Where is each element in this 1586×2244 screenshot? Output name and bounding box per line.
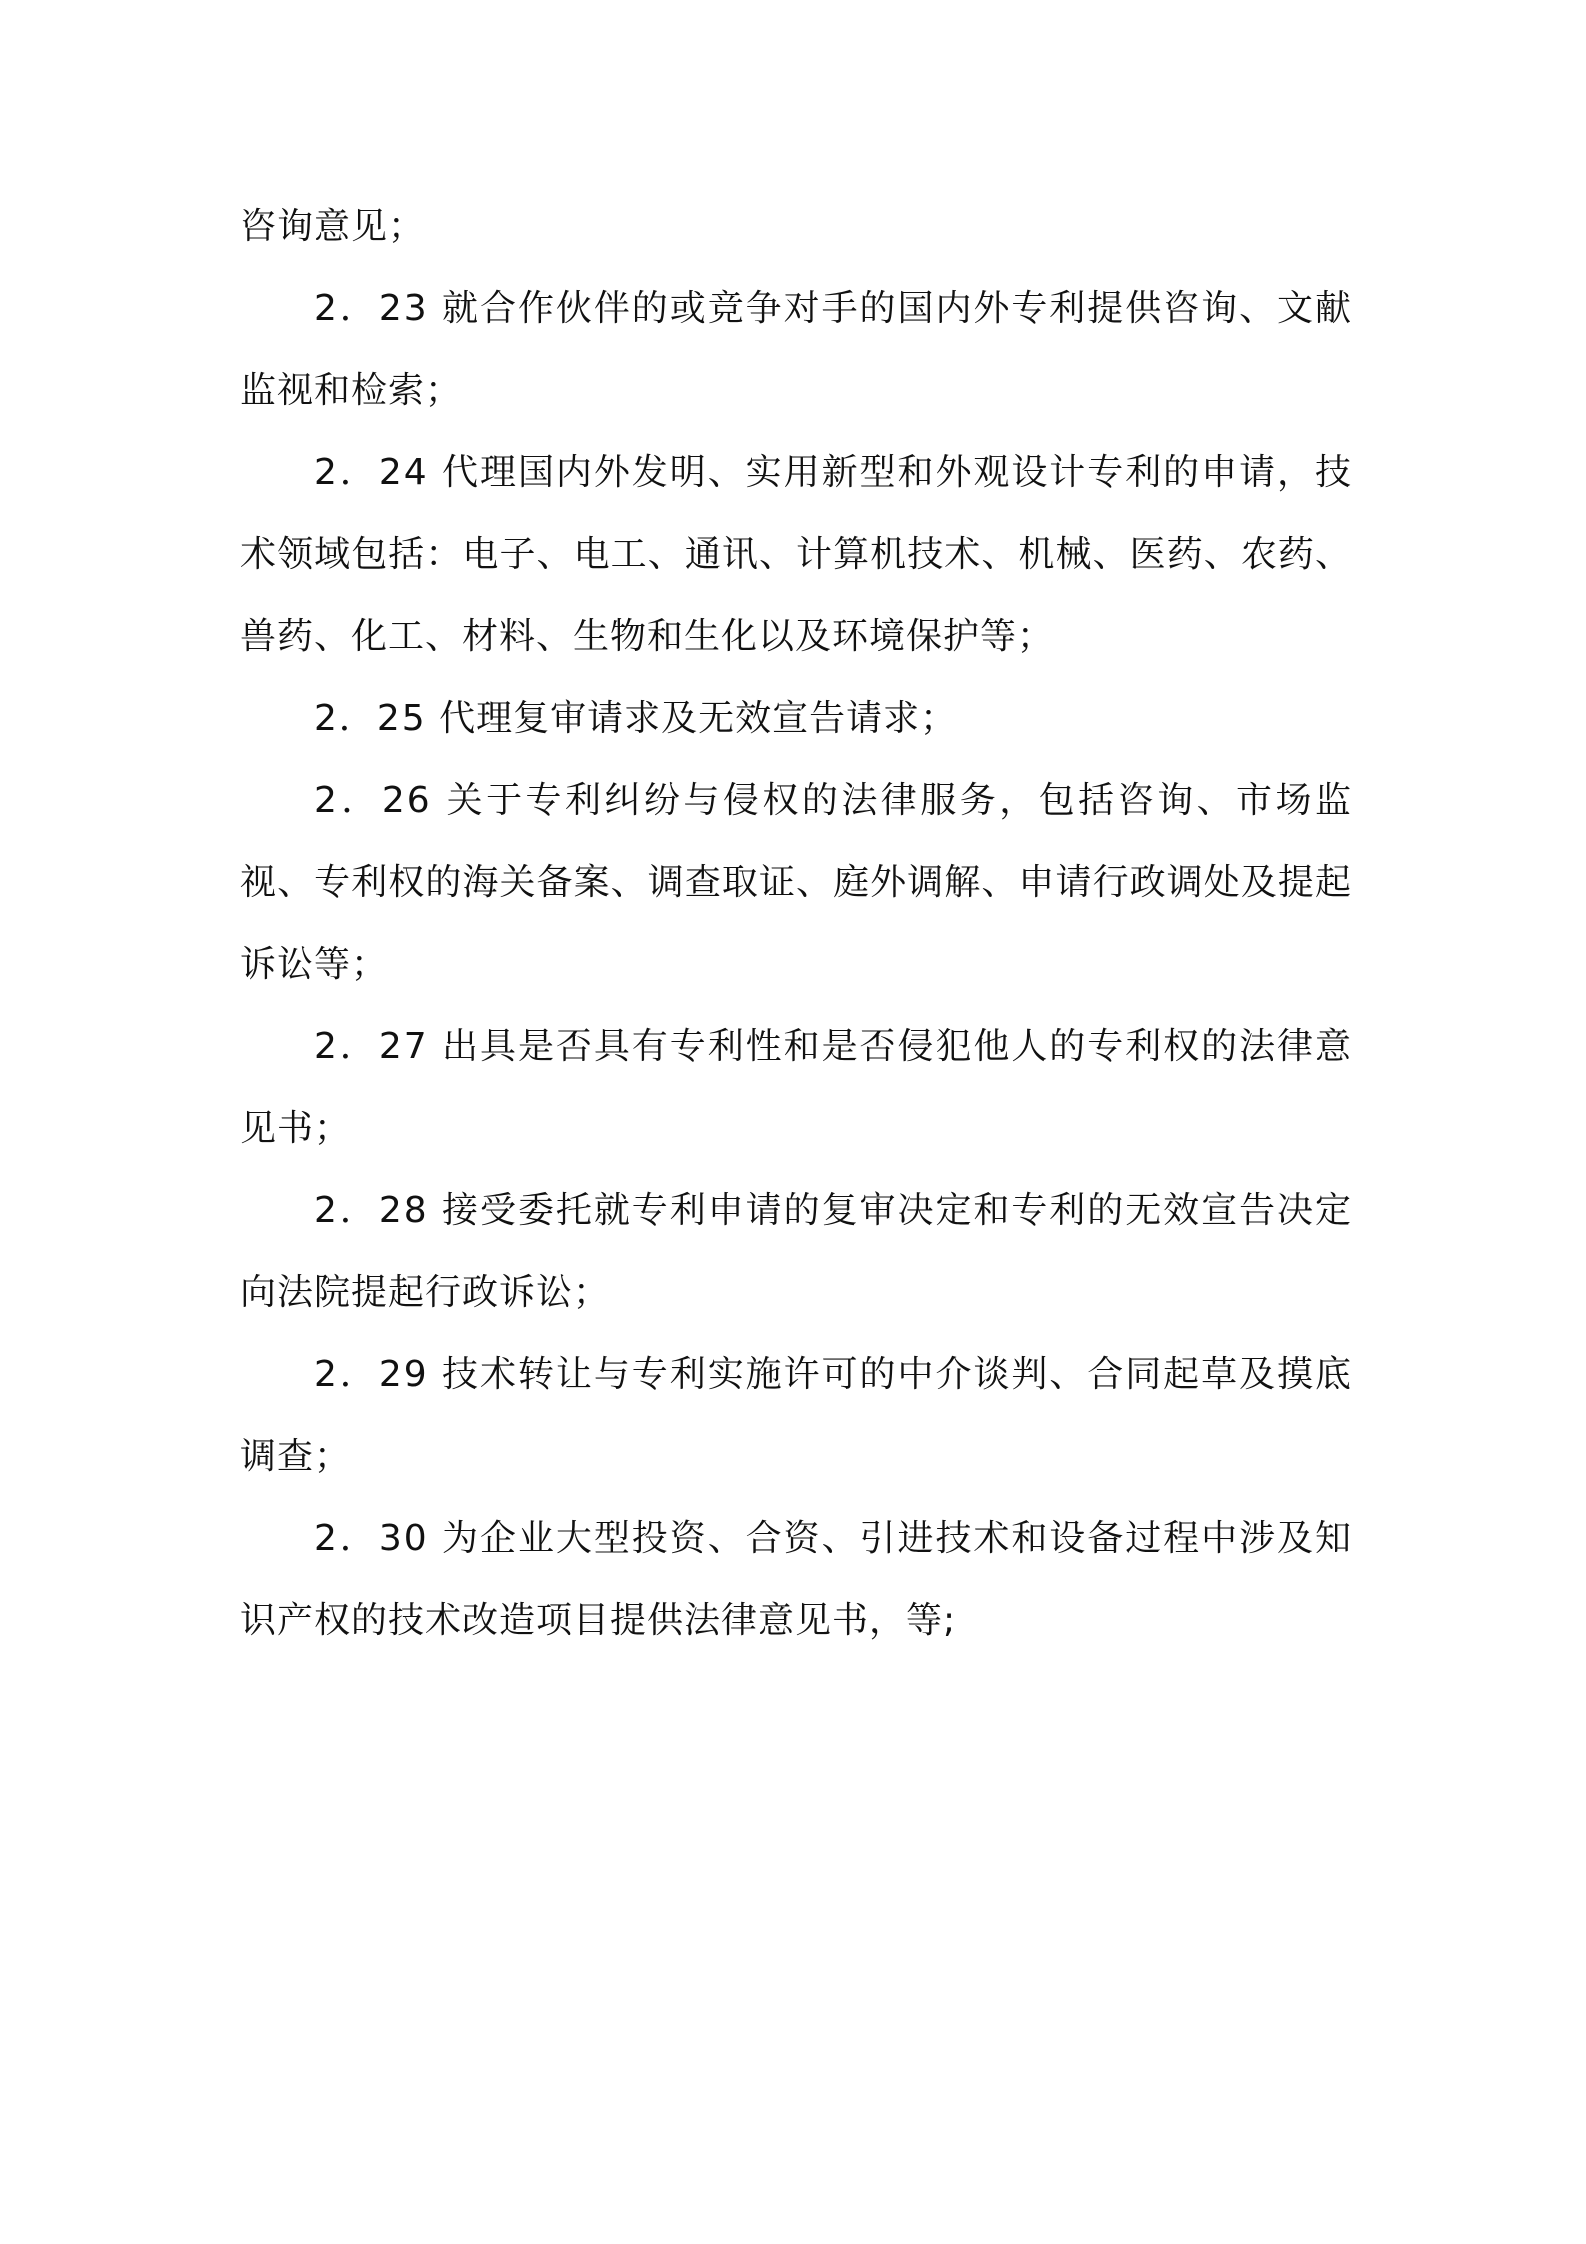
paragraph-2-30 [240,1498,1352,1662]
paragraph-number: 2．25 [314,698,427,739]
paragraph-2-28 [240,1170,1352,1334]
paragraph-text: 就合作伙伴的或竞争对手的国内外专利提供咨询、文献监视和检索； [240,288,1352,411]
document-body [240,186,1352,1662]
paragraph-2-26 [240,760,1352,1006]
paragraph-2-29 [240,1334,1352,1498]
paragraph-number: 2．24 [314,452,429,493]
paragraph-number: 2．30 [314,1518,429,1559]
paragraph-2-24 [240,432,1352,678]
paragraph-number: 2．27 [314,1026,429,1067]
paragraph-number: 2．23 [314,288,429,329]
paragraph-2-27 [240,1006,1352,1170]
paragraph-text: 接受委托就专利申请的复审决定和专利的无效宣告决定向法院提起行政诉讼； [240,1190,1352,1313]
paragraph-text: 为企业大型投资、合资、引进技术和设备过程中涉及知识产权的技术改造项目提供法律意见书，等; [240,1518,1352,1641]
paragraph-text: 技术转让与专利实施许可的中介谈判、合同起草及摸底调查； [240,1354,1352,1477]
paragraph-text: 咨询意见； [240,206,426,247]
paragraph-text: 出具是否具有专利性和是否侵犯他人的专利权的法律意见书； [240,1026,1352,1149]
paragraph-continuation [240,186,1352,268]
paragraph-text: 代理国内外发明、实用新型和外观设计专利的申请，技术领域包括：电子、电工、通讯、计算机技术、机械、医药、农药、兽药、化工、材料、生物和生化以及环境保护等； [240,452,1352,657]
paragraph-2-23 [240,268,1352,432]
paragraph-number: 2．28 [314,1190,429,1231]
paragraph-number: 2．29 [314,1354,429,1395]
paragraph-number: 2．26 [314,780,432,821]
paragraph-text: 关于专利纠纷与侵权的法律服务，包括咨询、市场监视、专利权的海关备案、调查取证、庭外调解、申请行政调处及提起诉讼等； [240,780,1352,985]
paragraph-text: 代理复审请求及无效宣告请求； [439,698,958,739]
paragraph-2-25 [240,678,1352,760]
